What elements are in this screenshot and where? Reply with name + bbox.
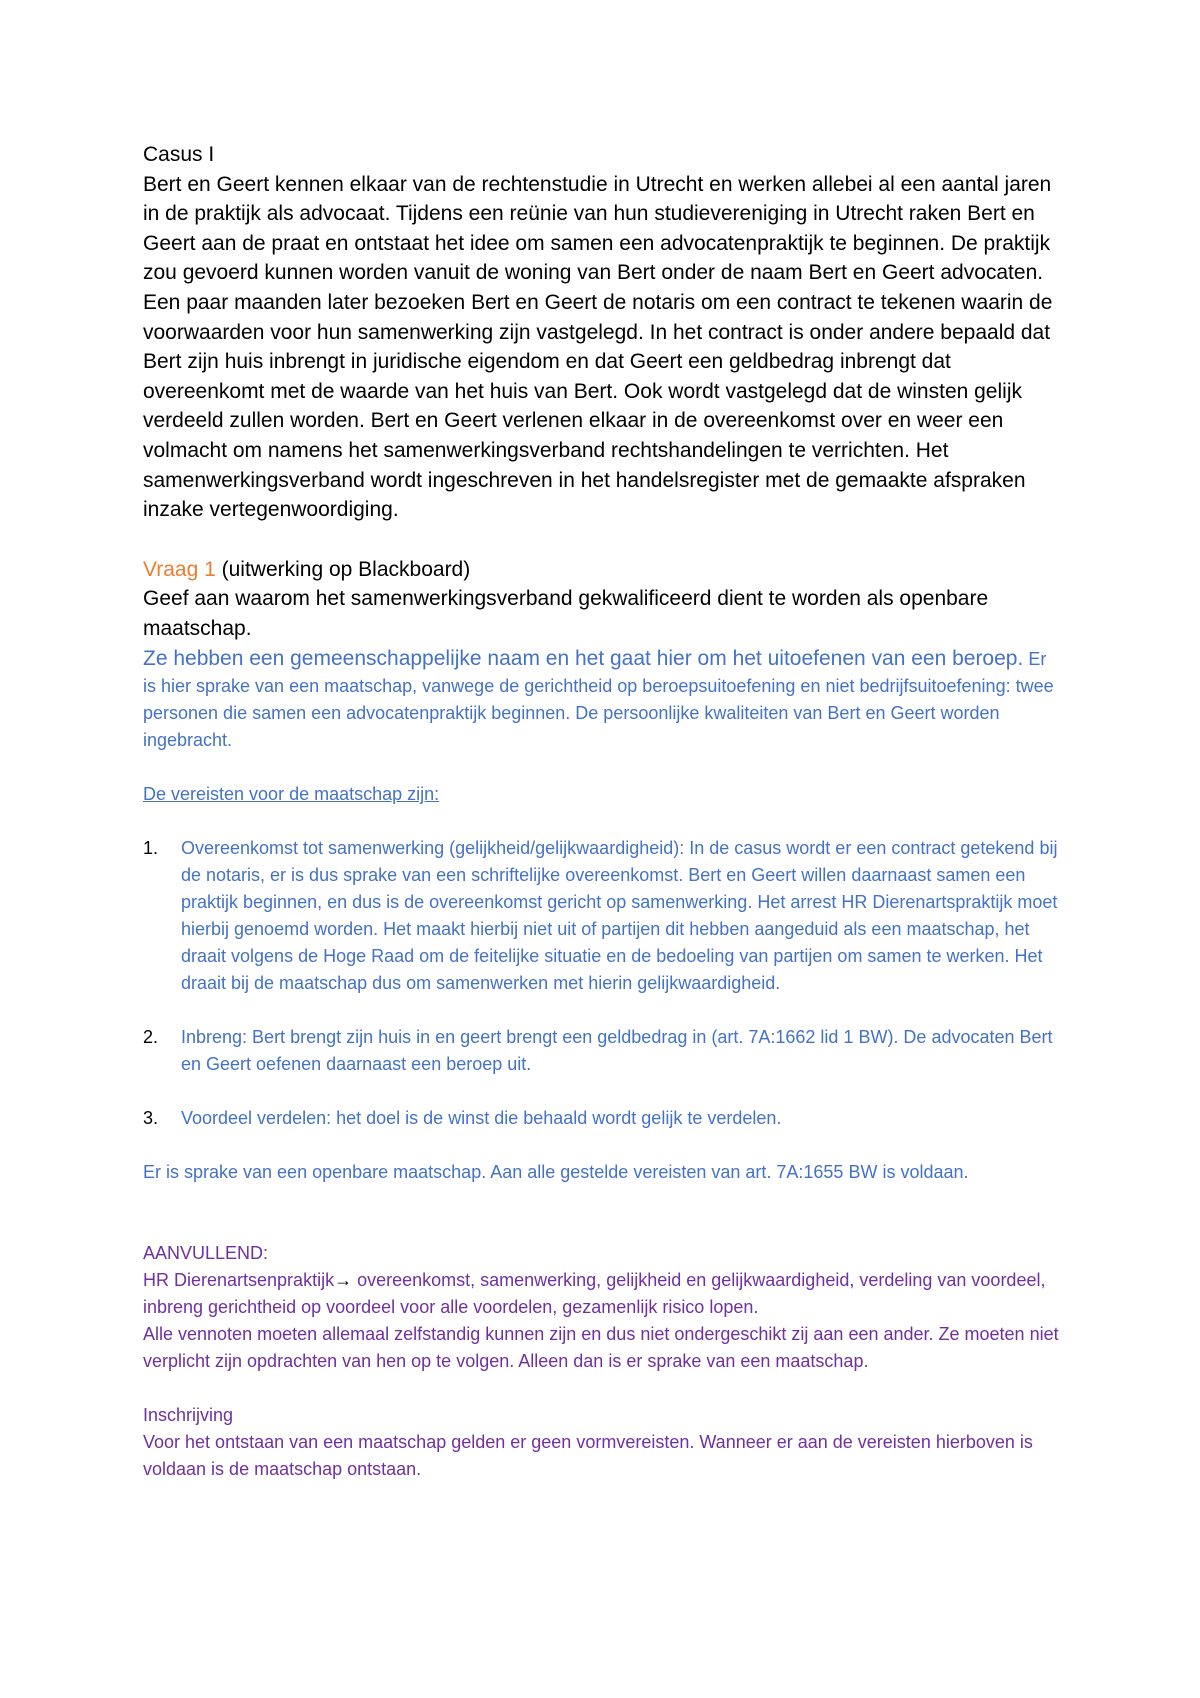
document-body [143,140,1063,1483]
list-number: 1. [143,838,159,859]
arrow-icon: → [334,1270,353,1291]
answer-lead: Ze hebben een gemeenschappelijke naam en het gaat hier om het uitoefenen van een beroep. [143,646,1024,670]
list-item [143,1105,1063,1132]
aanvullend-para2: Alle vennoten moeten allemaal zelfstandig kunnen zijn en dus niet ondergeschikt zij aan een ander. Ze moeten niet verplicht zijn opdrachten van hen op te volgen. Alleen dan is er sprake van een maatschap. [143,1324,1059,1372]
list-number: 3. [143,1108,159,1129]
inschrijving-text: Voor het ontstaan van een maatschap gelden er geen vormvereisten. Wanneer er aan de vereisten hierboven is voldaan is de maatschap ontstaan. [143,1432,1033,1480]
aanvullend-line1-rest: overeenkomst, samenwerking, gelijkheid en gelijkwaardigheid, verdeling van voordeel, inbreng gerichtheid op voordeel voor alle voordelen, gezamenlijk risico lopen. [143,1270,1046,1318]
vraag-question: Geef aan waarom het samenwerkingsverband gekwalificeerd dient te worden als openbare maatschap. [143,587,989,640]
inschrijving-heading: Inschrijving [143,1405,234,1426]
vraag-heading [143,555,1063,585]
vraag-label-suffix: (uitwerking op Blackboard) [215,557,471,581]
list-number: 2. [143,1027,159,1048]
casus-title: Casus I [143,143,215,166]
list-text: Inbreng: Bert brengt zijn huis in en geert brengt een geldbedrag in (art. 7A:1662 lid 1 BW). De advocaten Bert en Geert oefenen daarnaast een beroep uit. [181,1027,1053,1075]
aanvullend-case: HR Dierenartsenpraktijk [143,1270,335,1291]
list-text: Voordeel verdelen: het doel is de winst die behaald wordt gelijk te verdelen. [181,1108,782,1129]
aanvullend-heading: AANVULLEND: [143,1243,269,1264]
list-item [143,1024,1063,1078]
vraag-label: Vraag 1 [143,557,216,581]
vraag-answer [143,644,1063,755]
casus-text: Bert en Geert kennen elkaar van de rechtenstudie in Utrecht en werken allebei al een aantal jaren in de praktijk als advocaat. Tijdens een reünie van hun studievereniging in Utrecht raken Bert en Geert aan de praat en ontstaat het idee om samen een advocatenpraktijk te beginnen. De praktijk zou gevoerd kunnen worden vanuit de woning van Bert onder de naam Bert en Geert advocaten. Een paar maanden later bezoeken Bert en Geert de notaris om een contract te tekenen waarin de voorwaarden voor hun samenwerking zijn vastgelegd. In het contract is onder andere bepaald dat Bert zijn huis inbrengt in juridische eigendom en dat Geert een geldbedrag inbrengt dat overeenkomt met de waarde van het huis van Bert. Ook wordt vastgelegd dat de winsten gelijk verdeeld zullen worden. Bert en Geert verlenen elkaar in de overeenkomst over en weer een volmacht om namens het samenwerkingsverband rechtshandelingen te verrichten. Het samenwerkingsverband wordt ingeschreven in het handelsregister met de gemaakte afspraken inzake vertegenwoordiging. [143,172,1053,522]
vereisten-conclusion: Er is sprake van een openbare maatschap. Aan alle gestelde vereisten van art. 7A:1655 BW is voldaan. [143,1162,969,1183]
aanvullend-line1 [143,1267,1063,1321]
list-text: Overeenkomst tot samenwerking (gelijkheid/gelijkwaardigheid): In de casus wordt er een contract getekend bij de notaris, er is dus sprake van een schriftelijke overeenkomst. Bert en Geert willen daarnaast samen een praktijk beginnen, en dus is de overeenkomst gericht op samenwerking. Het arrest HR Dierenartspraktijk moet hierbij genoemd worden. Het maakt hierbij niet uit of partijen dit hebben aangeduid als een maatschap, het draait volgens de Hoge Raad om de feitelijke situatie en de bedoeling van partijen om samen te werken. Het draait bij de maatschap dus om samenwerken met hierin gelijkwaardigheid. [181,838,1058,994]
vereisten-heading: De vereisten voor de maatschap zijn: [143,784,440,805]
list-item [143,835,1063,997]
vereisten-list [143,835,1063,1132]
answer-rest: Er is hier sprake van een maatschap, vanwege de gerichtheid op beroepsuitoefening en niet bedrijfsuitoefening: twee personen die samen een advocatenpraktijk beginnen. De persoonlijke kwaliteiten van Bert en Geert worden ingebracht. [143,648,1054,751]
